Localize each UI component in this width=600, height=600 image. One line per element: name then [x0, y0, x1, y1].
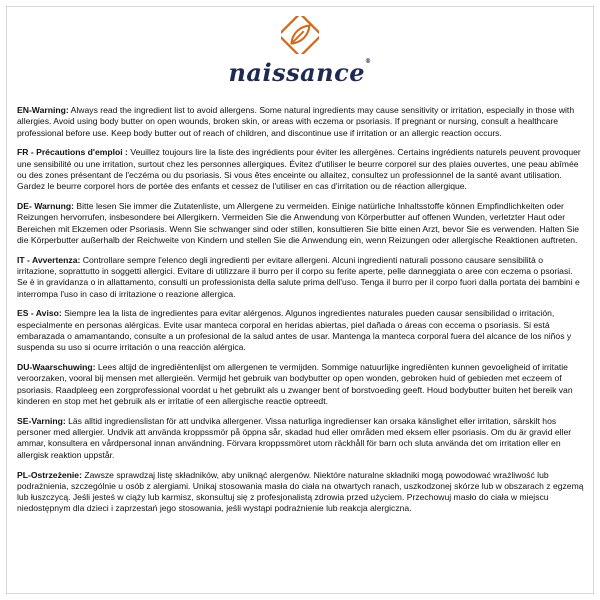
warning-pl — [17, 470, 585, 515]
warning-en — [17, 105, 585, 139]
warning-fr — [17, 147, 585, 192]
warning-label: PL-Ostrzeżenie: — [17, 469, 82, 480]
brand-header — [0, 16, 600, 87]
warning-label: ES - Aviso: — [17, 308, 62, 319]
warning-label: FR - Précautions d'emploi : — [17, 147, 128, 158]
warning-du — [17, 362, 585, 407]
warning-label: DE- Warnung: — [17, 201, 74, 212]
warning-text: Controllare sempre l'elenco degli ingredienti per evitare allergeni. Alcuni ingredienti naturali possono causare sensibilità o irritazione, soprattutto in soggetti allergici. Evitare di utilizzare il burro per il corpo su ferite aperte, pelle danneggiata o aree con eczema o psoriasi. Se è in gravidanza o in allattamento, consulti un professionista della salute prima dell'uso. Tenga il burro per il corpo fuori dalla portata dei bambini e interrompa l'uso in caso di irritazione o reazione allergica. — [17, 254, 580, 299]
warning-label: DU-Waarschuwing: — [17, 362, 96, 373]
warning-text: Veuillez toujours lire la liste des ingrédients pour éviter les allergènes. Certains ingrédients naturels peuvent provoquer une sensibilité ou une irritation, surtout chez les personnes allergiques. Évitez d'utiliser le beurre corporel sur des plaies ouvertes, une peau abîmée ou des zones présentant de l'eczéma ou du psoriasis. Si vous êtes enceinte ou allaitez, consultez un professionnel de la santé avant utilisation. Gardez le beurre corporel hors de portée des enfants et cessez de l'utiliser en cas d'irritation ou de réaction allergique. — [17, 147, 581, 192]
brand-name — [0, 58, 600, 87]
warning-text: Always read the ingredient list to avoid allergens. Some natural ingredients may cause sensitivity or irritation, especially in those with allergies. Avoid using body butter on open wounds, broken skin, or areas with eczema or psoriasis. If pregnant or nursing, consult a healthcare professional before use. Keep body butter out of reach of children, and discontinue use if irritation or an allergic reaction occurs. — [17, 105, 575, 138]
warning-es — [17, 308, 585, 353]
warning-text: Läs alltid ingredienslistan för att undvika allergener. Vissa naturliga ingredienser kan orsaka känslighet eller irritation, särskilt hos personer med allergier. Undvik att använda kroppssmör på öppna sår, skadad hud eller områden med eksem eller psoriasis. Om du är gravid eller ammar, konsultera en vårdpersonal innan användning. Förvara kroppssmöret utom räckhåll för barn och sluta använda det om irritation eller en allergisk reaktion uppstår. — [17, 415, 572, 460]
warning-de — [17, 201, 585, 246]
warning-text: Siempre lea la lista de ingredientes para evitar alérgenos. Algunos ingredientes naturales pueden causar sensibilidad o irritación, especialmente en personas alérgicas. Evite usar manteca corporal en heridas abiertas, piel dañada o áreas con eccema o psoriasis. Si está embarazada o amamantando, consulte a un profesional de la salud antes de usar. Mantenga la manteca corporal fuera del alcance de los niños y suspenda su uso si ocurre irritación o una reacción alérgica. — [17, 308, 572, 353]
warnings-list — [17, 105, 585, 523]
warning-text: Bitte lesen Sie immer die Zutatenliste, um Allergene zu vermeiden. Einige natürliche Inhaltsstoffe können Empfindlichkeiten oder Reizungen hervorrufen, insbesondere bei Allergikern. Vermeiden Sie die Anwendung von Körperbutter auf offenen Wunden, verletzter Haut oder Bereichen mit Ekzemen oder Psoriasis. Wenn Sie schwanger sind oder stillen, konsultieren Sie bitte einen Arzt, bevor Sie es verwenden. Halten Sie die Körperbutter außerhalb der Reichweite von Kindern und stellen Sie die Anwendung ein, wenn Reizungen oder allergische Reaktionen auftreten. — [17, 201, 580, 245]
warning-text: Zawsze sprawdzaj listę składników, aby uniknąć alergenów. Niektóre naturalne składniki mogą powodować wrażliwość lub podrażnienia, szczególnie u osób z alergiami. Unikaj stosowania masła do ciała na otwartych ranach, uszkodzonej skórze lub w obszarach z egzemą lub łuszczycą. Jeśli jesteś w ciąży lub karmisz, skonsultuj się z profesjonalistą zdrowia przed użyciem. Przechowuj masło do ciała w miejscu niedostępnym dla dzieci i zaprzestań jego stosowania, jeśli wystąpi podrażnienie lub reakcja alergiczna. — [17, 469, 584, 514]
leaf-icon — [281, 16, 319, 54]
warning-label: SE-Varning: — [17, 415, 66, 426]
warning-it — [17, 255, 585, 300]
brand-name-text: naissance — [228, 58, 366, 87]
warning-se — [17, 416, 585, 461]
warning-label: EN-Warning: — [17, 105, 69, 115]
warning-label: IT - Avvertenza: — [17, 254, 81, 265]
registered-mark: ® — [365, 58, 372, 65]
warning-text: Lees altijd de ingrediëntenlijst om allergenen te vermijden. Sommige natuurlijke ingrediënten kunnen gevoeligheid of irritatie veroorzaken, vooral bij mensen met allergieën. Vermijd het gebruik van bodybutter op open wonden, gebroken huid of gebieden met eczeem of psoriasis. Raadpleeg een zorgprofessional voordat u het gebruikt als u zwanger bent of borstvoeding geeft. Houd bodybutter buiten het bereik van kinderen en stop met het gebruik als er irritatie of een allergische reactie optreedt. — [17, 362, 573, 407]
